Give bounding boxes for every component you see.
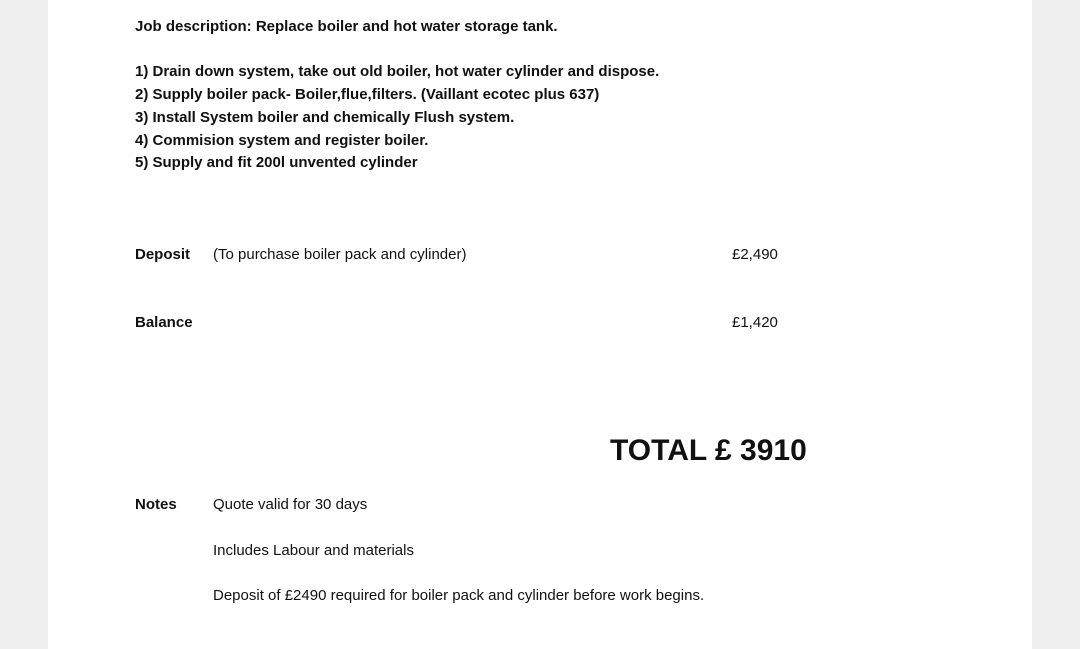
quote-page [48, 0, 1032, 649]
note-inclusions: Includes Labour and materials [213, 542, 414, 559]
note-deposit: Deposit of £2490 required for boiler pack and cylinder before work begins. [213, 587, 705, 604]
note-validity: Quote valid for 30 days [213, 496, 368, 513]
deposit-label: Deposit [135, 246, 191, 263]
balance-label: Balance [135, 314, 193, 331]
job-description: Job description: Replace boiler and hot water storage tank. [135, 18, 558, 35]
job-step-2: 2) Supply boiler pack- Boiler,flue,filters. (Vaillant ecotec plus 637) [135, 86, 600, 103]
job-step-1: 1) Drain down system, take out old boiler, hot water cylinder and dispose. [135, 63, 660, 80]
job-step-4: 4) Commision system and register boiler. [135, 132, 429, 149]
notes-label: Notes [135, 496, 177, 513]
deposit-note: (To purchase boiler pack and cylinder) [213, 246, 467, 263]
job-step-3: 3) Install System boiler and chemically Flush system. [135, 109, 515, 126]
total-amount: TOTAL £ 3910 [610, 434, 807, 467]
job-step-5: 5) Supply and fit 200l unvented cylinder [135, 154, 418, 171]
balance-amount: £1,420 [732, 314, 778, 331]
deposit-amount: £2,490 [732, 246, 778, 263]
